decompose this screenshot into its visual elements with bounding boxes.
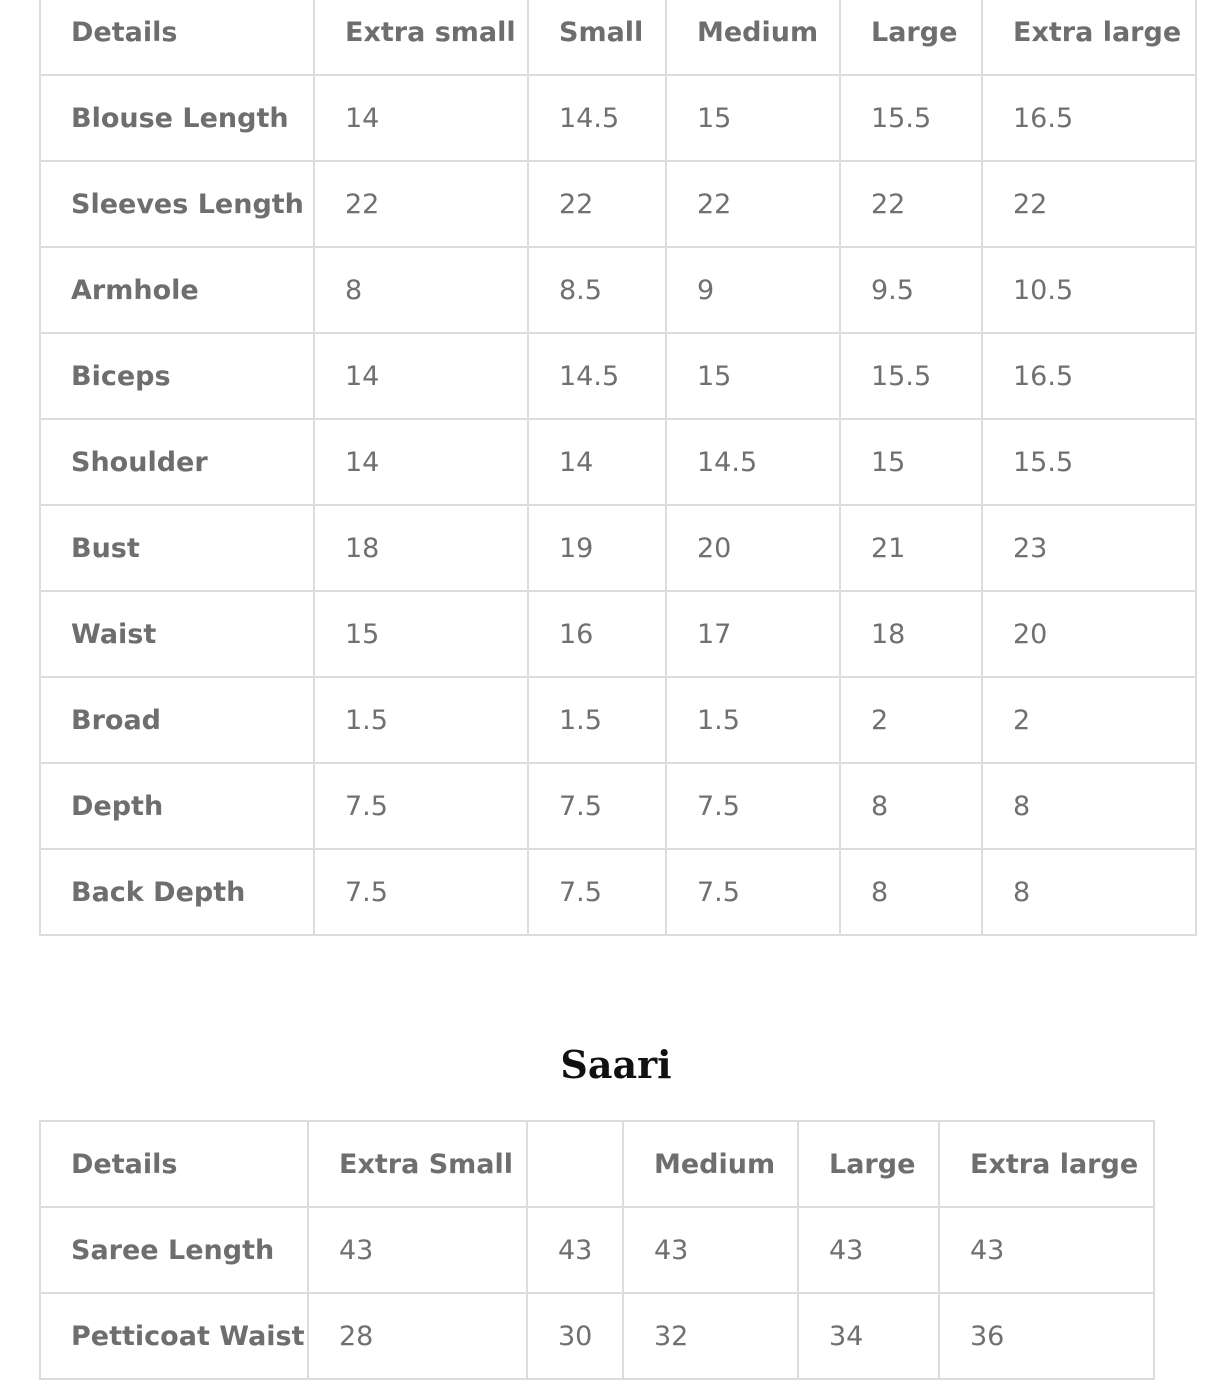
table-row — [40, 591, 1196, 677]
table-cell: 1.5 — [528, 677, 666, 763]
table-cell: 7.5 — [528, 763, 666, 849]
table-cell: 15 — [314, 591, 528, 677]
column-header-large: Large — [798, 1121, 939, 1207]
table-cell: 22 — [982, 161, 1196, 247]
table-header-row — [40, 1121, 1154, 1207]
row-label: Waist — [40, 591, 314, 677]
table-cell: 43 — [623, 1207, 798, 1293]
table-cell: 28 — [308, 1293, 527, 1379]
table-cell: 43 — [527, 1207, 623, 1293]
table-cell: 8 — [982, 849, 1196, 935]
column-header-medium: Medium — [623, 1121, 798, 1207]
table-row — [40, 333, 1196, 419]
table-row — [40, 75, 1196, 161]
table-cell: 23 — [982, 505, 1196, 591]
table-cell: 8.5 — [528, 247, 666, 333]
row-label: Armhole — [40, 247, 314, 333]
row-label: Saree Length — [40, 1207, 308, 1293]
table-cell: 19 — [528, 505, 666, 591]
column-header-extra-small: Extra Small — [308, 1121, 527, 1207]
table-header-row — [40, 0, 1196, 75]
table-cell: 20 — [666, 505, 840, 591]
row-label: Depth — [40, 763, 314, 849]
table-cell: 8 — [982, 763, 1196, 849]
row-label: Back Depth — [40, 849, 314, 935]
row-label: Shoulder — [40, 419, 314, 505]
row-label: Biceps — [40, 333, 314, 419]
table-cell: 22 — [840, 161, 982, 247]
table-cell: 18 — [840, 591, 982, 677]
table-cell: 7.5 — [528, 849, 666, 935]
table-cell: 15 — [840, 419, 982, 505]
column-header-extra-large: Extra large — [939, 1121, 1154, 1207]
table-cell: 18 — [314, 505, 528, 591]
table-cell: 15 — [666, 333, 840, 419]
column-header-small: Small — [528, 0, 666, 75]
table-cell: 1.5 — [666, 677, 840, 763]
row-label: Bust — [40, 505, 314, 591]
table-cell: 9.5 — [840, 247, 982, 333]
table-cell: 15.5 — [982, 419, 1196, 505]
table-cell: 7.5 — [666, 763, 840, 849]
row-label: Blouse Length — [40, 75, 314, 161]
table-cell: 2 — [840, 677, 982, 763]
table-cell: 15.5 — [840, 75, 982, 161]
table-cell: 30 — [527, 1293, 623, 1379]
table-cell: 8 — [840, 763, 982, 849]
table-cell: 16 — [528, 591, 666, 677]
table-cell: 14 — [314, 75, 528, 161]
table-cell: 22 — [528, 161, 666, 247]
row-label: Sleeves Length — [40, 161, 314, 247]
table-row — [40, 849, 1196, 935]
table-cell: 20 — [982, 591, 1196, 677]
column-header-large: Large — [840, 0, 982, 75]
row-label: Broad — [40, 677, 314, 763]
table-cell: 17 — [666, 591, 840, 677]
table-row — [40, 161, 1196, 247]
table-row — [40, 677, 1196, 763]
table-cell: 16.5 — [982, 75, 1196, 161]
column-header-details: Details — [40, 0, 314, 75]
table-cell: 2 — [982, 677, 1196, 763]
column-header-extra-small: Extra small — [314, 0, 528, 75]
table-cell: 7.5 — [314, 763, 528, 849]
row-label: Petticoat Waist — [40, 1293, 308, 1379]
table-row — [40, 247, 1196, 333]
table-cell: 9 — [666, 247, 840, 333]
table-cell: 1.5 — [314, 677, 528, 763]
table-cell: 22 — [666, 161, 840, 247]
table-cell: 36 — [939, 1293, 1154, 1379]
table-cell: 22 — [314, 161, 528, 247]
blouse-size-table — [39, 0, 1197, 936]
table-cell: 15 — [666, 75, 840, 161]
table-row — [40, 1207, 1154, 1293]
table-cell: 43 — [798, 1207, 939, 1293]
table-row — [40, 419, 1196, 505]
table-cell: 21 — [840, 505, 982, 591]
column-header-details: Details — [40, 1121, 308, 1207]
table-cell: 14.5 — [528, 75, 666, 161]
column-header-blank — [527, 1121, 623, 1207]
saari-size-table — [39, 1120, 1155, 1380]
table-cell: 43 — [939, 1207, 1154, 1293]
table-row — [40, 763, 1196, 849]
table-cell: 7.5 — [314, 849, 528, 935]
table-cell: 14.5 — [666, 419, 840, 505]
table-cell: 14.5 — [528, 333, 666, 419]
table-cell: 7.5 — [666, 849, 840, 935]
table-cell: 43 — [308, 1207, 527, 1293]
column-header-extra-large: Extra large — [982, 0, 1196, 75]
table-cell: 8 — [840, 849, 982, 935]
section-title-saari: Saari — [560, 1042, 672, 1087]
table-cell: 32 — [623, 1293, 798, 1379]
table-cell: 10.5 — [982, 247, 1196, 333]
table-cell: 15.5 — [840, 333, 982, 419]
table-row — [40, 1293, 1154, 1379]
table-cell: 14 — [528, 419, 666, 505]
table-cell: 14 — [314, 419, 528, 505]
column-header-medium: Medium — [666, 0, 840, 75]
table-row — [40, 505, 1196, 591]
table-cell: 8 — [314, 247, 528, 333]
table-cell: 14 — [314, 333, 528, 419]
table-cell: 34 — [798, 1293, 939, 1379]
table-cell: 16.5 — [982, 333, 1196, 419]
